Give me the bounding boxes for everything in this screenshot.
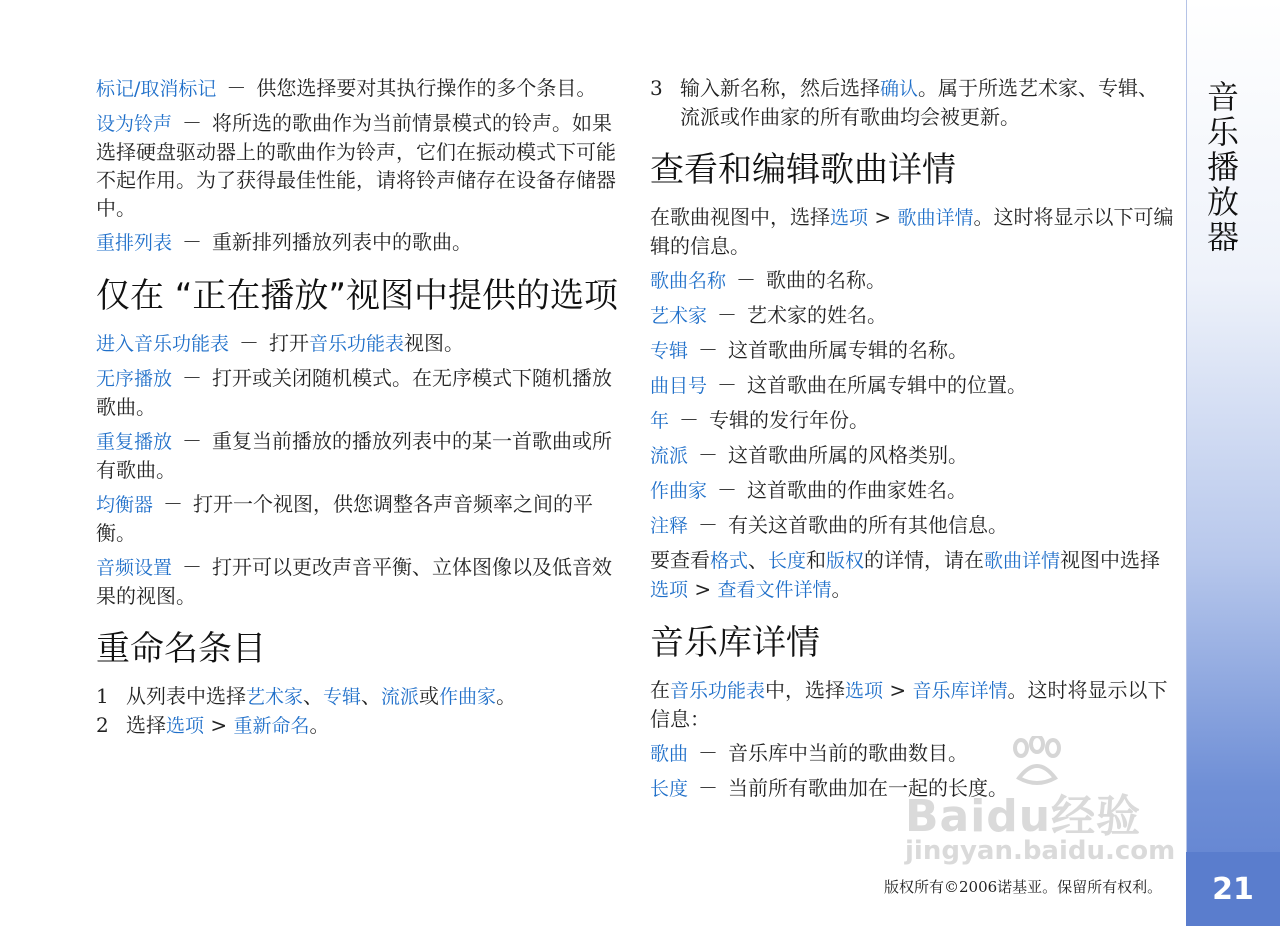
library-field-length (650, 774, 1174, 803)
options-link: 选项 (830, 207, 869, 229)
step-text-part: 输入新名称，然后选择 (680, 76, 880, 100)
step-text-end: 。 (309, 713, 330, 737)
dash: － (679, 408, 700, 432)
option-desc: 打开或关闭随机模式。在无序模式下随机播放歌曲。 (96, 366, 613, 419)
dash: － (698, 513, 719, 537)
field-term: 注释 (650, 515, 689, 537)
option-desc: 重新排列播放列表中的歌曲。 (212, 230, 473, 254)
confirm-link: 确认 (880, 78, 919, 100)
option-desc: 打开一个视图，供您调整各声音频率之间的平衡。 (96, 492, 594, 545)
field-genre (650, 441, 1174, 470)
field-desc: 专辑的发行年份。 (709, 408, 870, 432)
dash: － (698, 741, 719, 765)
field-term: 歌曲名称 (650, 270, 727, 292)
option-mark-unmark (96, 74, 622, 103)
option-go-to-music-menu (96, 329, 622, 358)
artist-link: 艺术家 (246, 686, 304, 708)
dash: － (182, 111, 203, 135)
dash: － (239, 331, 260, 355)
field-term: 歌曲 (650, 743, 689, 765)
step-number: 1 (96, 684, 109, 708)
page-number: 21 (1186, 852, 1280, 926)
field-desc: 这首歌曲所属专辑的名称。 (728, 338, 969, 362)
heading-song-details: 查看和编辑歌曲详情 (650, 150, 956, 190)
heading-rename-items: 重命名条目 (96, 629, 266, 669)
option-equalizer (96, 490, 622, 547)
song-details-intro (650, 203, 1174, 260)
option-desc: 将所选的歌曲作为当前情景模式的铃声。如果选择硬盘驱动器上的歌曲作为铃声，它们在振动模式下可能不起作用。为了获得最佳性能，请将铃声储存在设备存储器中。 (96, 111, 616, 220)
separator: 、 (303, 684, 324, 708)
option-term: 设为铃声 (96, 113, 173, 135)
separator: 、 (748, 548, 769, 572)
rename-step-3 (650, 74, 1174, 131)
separator: 、 (361, 684, 382, 708)
option-term: 重复播放 (96, 431, 173, 453)
rename-link: 重新命名 (233, 715, 310, 737)
field-term: 作曲家 (650, 480, 708, 502)
step-number: 3 (650, 76, 663, 100)
field-term: 专辑 (650, 340, 689, 362)
para-text: 视图中选择 (1060, 548, 1161, 572)
step-text (126, 682, 622, 711)
field-desc: 这首歌曲在所属专辑中的位置。 (747, 373, 1028, 397)
dash: － (736, 268, 757, 292)
intro-text: 中，选择 (765, 678, 846, 702)
field-desc: 有关这首歌曲的所有其他信息。 (728, 513, 1009, 537)
copyright-link: 版权 (826, 550, 865, 572)
heading-library-details: 音乐库详情 (650, 623, 820, 663)
para-text: 的详情，请在 (864, 548, 985, 572)
watermark-url: jingyan.baidu.com (905, 836, 1176, 866)
library-field-songs (650, 739, 1174, 768)
field-desc: 歌曲的名称。 (766, 268, 887, 292)
options-link: 选项 (166, 715, 205, 737)
option-term: 重排列表 (96, 232, 173, 254)
option-audio-settings (96, 553, 622, 610)
option-term: 均衡器 (96, 494, 154, 516)
album-link: 专辑 (323, 686, 362, 708)
field-term: 年 (650, 410, 670, 432)
right-column (650, 74, 1174, 809)
dash: － (717, 373, 738, 397)
dash: － (226, 76, 247, 100)
music-menu-link: 音乐功能表 (670, 680, 766, 702)
option-desc-end: 视图。 (404, 331, 465, 355)
step-text-part: 从列表中选择 (126, 684, 246, 708)
field-year (650, 406, 1174, 435)
intro-text-end: 。这时将显示以下信息： (650, 678, 1168, 731)
music-menu-link: 音乐功能表 (309, 333, 405, 355)
library-details-link: 音乐库详情 (912, 680, 1008, 702)
field-term: 曲目号 (650, 375, 708, 397)
field-term: 流派 (650, 445, 689, 467)
library-intro (650, 676, 1174, 733)
option-term: 标记/取消标记 (96, 78, 217, 100)
field-term: 艺术家 (650, 305, 708, 327)
view-file-details-paragraph (650, 546, 1174, 604)
left-column (96, 74, 622, 740)
para-text-end: 。 (831, 577, 852, 601)
step-text (126, 711, 622, 740)
dash: － (163, 492, 184, 516)
option-set-ringtone (96, 109, 622, 222)
option-repeat (96, 427, 622, 484)
field-desc: 这首歌曲所属的风格类别。 (728, 443, 969, 467)
intro-text: 在 (650, 678, 670, 702)
dash: － (182, 366, 203, 390)
option-desc: 重复当前播放的播放列表中的某一首歌曲或所有歌曲。 (96, 429, 613, 482)
field-comment (650, 511, 1174, 540)
intro-text-end: 。这时将显示以下可编辑的信息。 (650, 205, 1174, 258)
dash: － (717, 478, 738, 502)
format-link: 格式 (710, 550, 749, 572)
field-artist (650, 301, 1174, 330)
rename-step-1 (96, 682, 622, 711)
field-composer (650, 476, 1174, 505)
path-separator: > (883, 678, 913, 702)
option-term: 进入音乐功能表 (96, 333, 230, 355)
intro-text: 在歌曲视图中，选择 (650, 205, 830, 229)
step-number: 2 (96, 713, 109, 737)
dash: － (182, 429, 203, 453)
field-desc: 音乐库中当前的歌曲数目。 (728, 741, 969, 765)
heading-now-playing-options: 仅在 “正在播放”视图中提供的选项 (96, 276, 619, 316)
length-link: 长度 (768, 550, 807, 572)
field-song-name (650, 266, 1174, 295)
field-album (650, 336, 1174, 365)
para-text: 要查看 (650, 548, 710, 572)
dash: － (182, 230, 203, 254)
dash: － (717, 303, 738, 327)
option-desc: 打开可以更改声音平衡、立体图像以及低音效果的视图。 (96, 555, 613, 608)
field-desc: 这首歌曲的作曲家姓名。 (747, 478, 968, 502)
separator: 和 (806, 548, 827, 572)
genre-link: 流派 (381, 686, 420, 708)
step-text-end: 。属于所选艺术家、专辑、流派或作曲家的所有歌曲均会被更新。 (680, 76, 1159, 129)
chapter-title: 音乐播放器 (1202, 80, 1240, 255)
dash: － (698, 338, 719, 362)
option-desc: 打开 (269, 331, 310, 355)
dash: － (182, 555, 203, 579)
song-details-link: 歌曲详情 (897, 207, 974, 229)
watermark-brand: Baidu经验 (905, 791, 1142, 842)
field-track-number (650, 371, 1174, 400)
path-separator: > (204, 713, 234, 737)
rename-step-2 (96, 711, 622, 740)
path-separator: > (868, 205, 898, 229)
option-desc: 供您选择要对其执行操作的多个条目。 (256, 76, 597, 100)
option-reorder-list (96, 228, 622, 257)
composer-link: 作曲家 (439, 686, 497, 708)
option-term: 音频设置 (96, 557, 173, 579)
option-shuffle (96, 364, 622, 421)
step-text (680, 74, 1174, 131)
field-desc: 当前所有歌曲加在一起的长度。 (728, 776, 1009, 800)
options-link: 选项 (845, 680, 884, 702)
view-file-details-link: 查看文件详情 (717, 579, 832, 601)
options-link: 选项 (650, 579, 689, 601)
field-desc: 艺术家的姓名。 (747, 303, 888, 327)
path-separator: > (688, 577, 718, 601)
copyright-notice: 版权所有©2006诺基亚。保留所有权利。 (884, 878, 1163, 896)
step-text-part: 选择 (126, 713, 166, 737)
dash: － (698, 443, 719, 467)
separator: 或 (419, 684, 440, 708)
field-term: 长度 (650, 778, 689, 800)
dash: － (698, 776, 719, 800)
step-text-end: 。 (496, 684, 517, 708)
option-term: 无序播放 (96, 368, 173, 390)
song-details-link: 歌曲详情 (984, 550, 1061, 572)
